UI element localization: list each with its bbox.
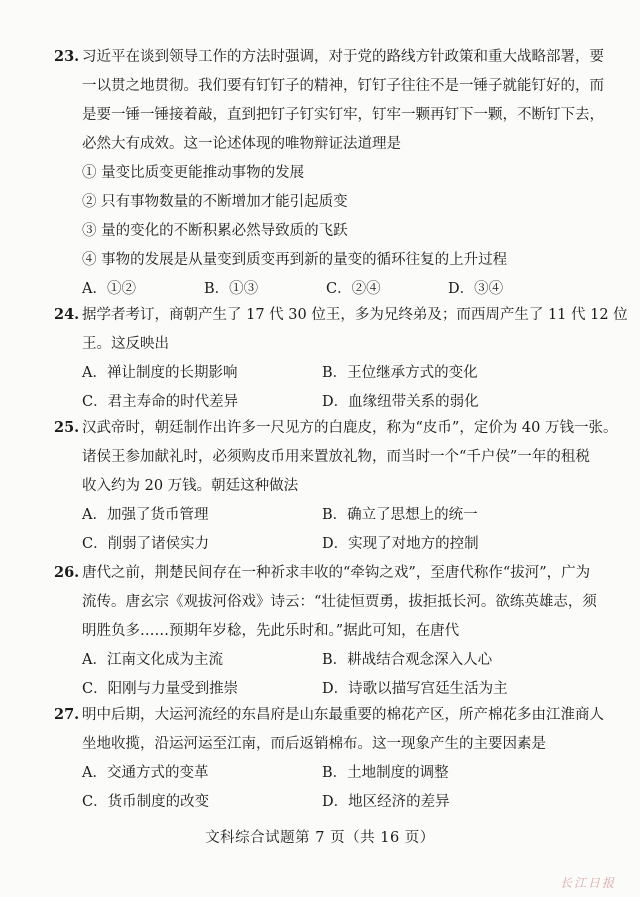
option-b: B．土地制度的调整: [322, 765, 449, 781]
option-d: D．实现了对地方的控制: [322, 536, 479, 552]
statement-4: ④ 事物的发展是从量变到质变再到新的量变的循环往复的上升过程: [82, 252, 508, 268]
option-b: B．确立了思想上的统一: [322, 507, 478, 523]
options-grid: [56, 759, 596, 817]
question-26: [56, 558, 596, 704]
question-stem-line: 必然大有成效。这一论述体现的唯物辩证法道理是: [82, 136, 401, 152]
question-23: [54, 42, 604, 304]
option-a: A．加强了货币管理: [82, 507, 209, 523]
question-stem-line: 25. 汉武帝时，朝廷制作出许多一尺见方的白鹿皮，称为“皮币”，定价为 40 万钱一张。: [56, 413, 596, 443]
option-a: A．交通方式的变革: [82, 765, 209, 781]
option-a: A．禅让制度的长期影响: [82, 365, 238, 381]
option-c: C．货币制度的改变: [82, 794, 210, 810]
question-25: [54, 413, 618, 559]
option-b: B．王位继承方式的变化: [322, 365, 478, 381]
question-stem-line: 一以贯之地贯彻。我们要有钉钉子的精神，钉钉子往往不是一锤子就能钉好的，而: [82, 78, 604, 94]
options-grid: [56, 646, 596, 704]
question-number: 25.: [54, 419, 80, 436]
page-footer: 文科综合试题第 7 页（共 16 页）: [205, 830, 435, 846]
question-number: 27.: [54, 706, 80, 723]
question-stem-line: 23. 习近平在谈到领导工作的方法时强调，对于党的路线方针政策和重大战略部署，要: [56, 42, 596, 72]
option-d: D．③④: [448, 281, 504, 297]
statement-3: ③ 量的变化的不断积累必然导致质的飞跃: [82, 223, 348, 239]
question-27: [54, 700, 604, 817]
option-c: C．君主寿命的时代差异: [82, 394, 239, 410]
question-stem-line: 24. 据学者考订，商朝产生了 17 代 30 位王，多为兄终弟及；而西周产生了 11 代 12 位: [56, 300, 596, 330]
question-stem-line: 诸侯王参加献礼时，必须购皮币用来置放礼物，而当时一个“千户侯”一年的租税: [82, 449, 590, 465]
question-stem-line: 明胜负多……预期年岁稔，先此乐时和。”据此可知，在唐代: [82, 623, 460, 639]
option-d: D．血缘纽带关系的弱化: [322, 394, 479, 410]
watermark-logo: 长江日报: [559, 876, 616, 890]
option-c: C．阳刚与力量受到推崇: [82, 681, 239, 697]
option-d: D．地区经济的差异: [322, 794, 450, 810]
question-number: 23.: [54, 48, 80, 65]
option-c: C．削弱了诸侯实力: [82, 536, 210, 552]
question-stem-line: 坐地收揽，沿运河运至江南，而后返销棉布。这一现象产生的主要因素是: [82, 736, 546, 752]
options-grid: [56, 359, 596, 417]
question-number: 26.: [54, 564, 80, 581]
question-stem-line: 26. 唐代之前，荆楚民间存在一种祈求丰收的“牵钩之戏”，至唐代称作“拔河”，广为: [56, 558, 596, 588]
statement-2: ② 只有事物数量的不断增加才能引起质变: [82, 194, 348, 210]
option-a: A．①②: [82, 281, 136, 297]
question-number: 24.: [54, 306, 80, 323]
question-stem-line: 流传。唐玄宗《观拔河俗戏》诗云：“壮徒恒贾勇，拔拒抵长河。欲练英雄志，须: [82, 594, 597, 610]
option-b: B．耕战结合观念深入人心: [322, 652, 493, 668]
statement-1: ① 量变比质变更能推动事物的发展: [82, 165, 305, 181]
option-b: B．①③: [204, 281, 259, 297]
options-grid: [56, 501, 596, 559]
question-stem-line: 是要一锤一锤接着敲，直到把钉子钉实钉牢，钉牢一颗再钉下一颗，不断钉下去，: [82, 107, 604, 123]
option-c: C．②④: [326, 281, 381, 297]
question-stem-line: 王。这反映出: [82, 336, 169, 352]
question-stem-line: 收入约为 20 万钱。朝廷这种做法: [82, 478, 299, 494]
question-24: [54, 300, 628, 417]
option-a: A．江南文化成为主流: [82, 652, 223, 668]
option-d: D．诗歌以描写宫廷生活为主: [322, 681, 508, 697]
question-stem-line: 27. 明中后期，大运河流经的东昌府是山东最重要的棉花产区，所产棉花多由江淮商人: [56, 700, 596, 730]
